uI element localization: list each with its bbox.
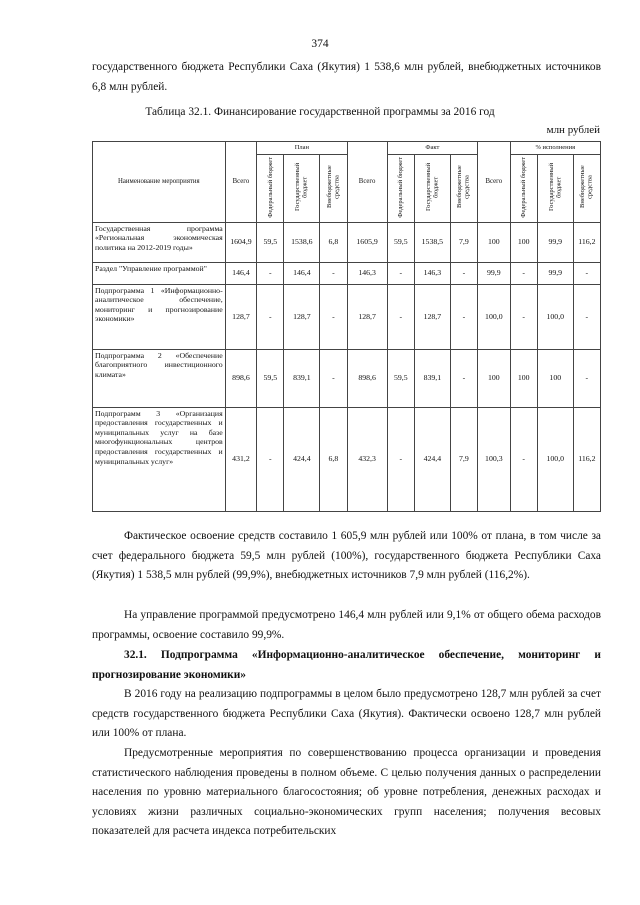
row-value: 116,2 [573,222,600,262]
row-value: 424,4 [414,407,450,511]
paragraph-subprogram-funding: В 2016 году на реализацию подпрограммы в целом было предусмотрено 128,7 млн рублей за счет средств государственного бюджета Республики Саха (Якутия). Фактически освоено 128,7 млн рублей или 100% от плана. [92,688,601,739]
row-value: 1538,6 [284,222,320,262]
row-value: 128,7 [414,284,450,349]
row-value: 146,3 [347,262,387,284]
header-plan: План [257,142,347,155]
subheader-fact-federal: Федеральный бюджет [387,155,414,223]
table-caption: Таблица 32.1. Финансирование государственной программы за 2016 год [145,106,495,118]
row-name: Подпрограмм 3 «Организация предоставления государственных и муниципальных услуг на базе многофункциональных центров предоставления государственных и муниципальных услуг» [93,407,226,511]
row-value: - [510,407,537,511]
table-row [93,222,601,262]
row-name: Государственная программа «Региональная экономическая политика на 2012-2019 годы» [93,222,226,262]
row-value: 59,5 [257,349,284,407]
row-value: 100 [478,222,511,262]
row-value: - [450,349,477,407]
financing-table [92,141,601,512]
row-value: 898,6 [225,349,257,407]
table-row [93,262,601,284]
paragraph-activities: Предусмотренные мероприятия по совершенствованию процесса организации и проведения статистического наблюдения проведены в полном объеме. С целью получения данных о распределении населения по уровню материального благосостояния; об уровне потребления, денежных расходах и условиях жизни различных социально-экономических групп населения; получения весовых показателей для расчета индекса потребительских [92,747,601,837]
table-row [93,349,601,407]
row-value: 99,9 [537,222,573,262]
row-value: 146,3 [414,262,450,284]
table-row [93,407,601,511]
row-value: - [387,262,414,284]
row-value: 146,4 [284,262,320,284]
row-value: 146,4 [225,262,257,284]
row-value: - [257,284,284,349]
row-value: - [510,284,537,349]
row-value: 7,9 [450,407,477,511]
row-value: 59,5 [387,222,414,262]
row-value: 7,9 [450,222,477,262]
table-header-row [93,142,601,155]
row-value: 100 [537,349,573,407]
row-value: 100,0 [537,284,573,349]
row-value: 99,9 [537,262,573,284]
row-name: Раздел "Управление программой" [93,262,226,284]
paragraph-actual-spending: Фактическое освоение средств составило 1 605,9 млн рублей или 100% от плана, в том числе за счет федерального бюджета 59,5 млн рублей (100%), государственного бюджета Республики Саха (Якутия) 1 538,5 млн рублей (99,9%), внебюджетных источников 7,9 млн рублей (116,2%). [92,530,601,581]
subheader-percent-state: Государственный бюджет [537,155,573,223]
row-value: 100 [510,349,537,407]
row-value: - [257,407,284,511]
header-fact-total: Всего [347,142,387,223]
table-unit: млн рублей [546,124,600,136]
header-percent: % исполнения [510,142,600,155]
row-value: 99,9 [478,262,511,284]
subheader-plan-federal: Федеральный бюджет [257,155,284,223]
row-value: - [450,262,477,284]
row-value: - [450,284,477,349]
row-value: 898,6 [347,349,387,407]
row-value: 432,3 [347,407,387,511]
row-value: 100,0 [478,284,511,349]
row-value: 100 [510,222,537,262]
row-name: Подпрограмма 2 «Обеспечение благоприятного инвестиционного климата» [93,349,226,407]
row-value: - [510,262,537,284]
table-row [93,284,601,349]
section-heading: 32.1. Подпрограмма «Информационно-аналитическое обеспечение, мониторинг и прогнозирование экономики» [92,649,601,681]
row-value: 116,2 [573,407,600,511]
page-number: 374 [311,38,329,50]
header-plan-total: Всего [225,142,257,223]
row-value: - [573,262,600,284]
row-value: 6,8 [320,222,347,262]
subheader-percent-extra: Внебюджетные средства [573,155,600,223]
header-name: Наименование мероприятия [93,142,226,223]
row-value: - [387,284,414,349]
row-value: - [320,284,347,349]
intro-paragraph: государственного бюджета Республики Саха (Якутия) 1 538,6 млн рублей, внебюджетных источников 6,8 млн рублей. [92,61,601,93]
row-value: - [387,407,414,511]
row-value: 59,5 [257,222,284,262]
row-value: 1605,9 [347,222,387,262]
header-fact: Факт [387,142,477,155]
row-value: 431,2 [225,407,257,511]
subheader-plan-extra: Внебюджетные средства [320,155,347,223]
row-value: 128,7 [284,284,320,349]
row-value: 100 [478,349,511,407]
row-value: - [320,262,347,284]
row-value: - [320,349,347,407]
row-value: 1604,9 [225,222,257,262]
row-name: Подпрограмма 1 «Информационно-аналитическое обеспечение, мониторинг и прогнозирование экономики» [93,284,226,349]
row-value: 128,7 [347,284,387,349]
row-value: 424,4 [284,407,320,511]
subheader-plan-state: Государственный бюджет [284,155,320,223]
subheader-fact-state: Государственный бюджет [414,155,450,223]
row-value: 6,8 [320,407,347,511]
header-percent-total: Всего [478,142,511,223]
row-value: 839,1 [284,349,320,407]
row-value: 100,3 [478,407,511,511]
row-value: 128,7 [225,284,257,349]
subheader-percent-federal: Федеральный бюджет [510,155,537,223]
subheader-fact-extra: Внебюджетные средства [450,155,477,223]
row-value: - [573,349,600,407]
row-value: 100,0 [537,407,573,511]
row-value: 839,1 [414,349,450,407]
row-value: 59,5 [387,349,414,407]
row-value: - [573,284,600,349]
row-value: - [257,262,284,284]
paragraph-management: На управление программой предусмотрено 146,4 млн рублей или 9,1% от общего обема расходов программы, освоение составило 99,9%. [92,609,601,641]
row-value: 1538,5 [414,222,450,262]
table-body [93,222,601,511]
